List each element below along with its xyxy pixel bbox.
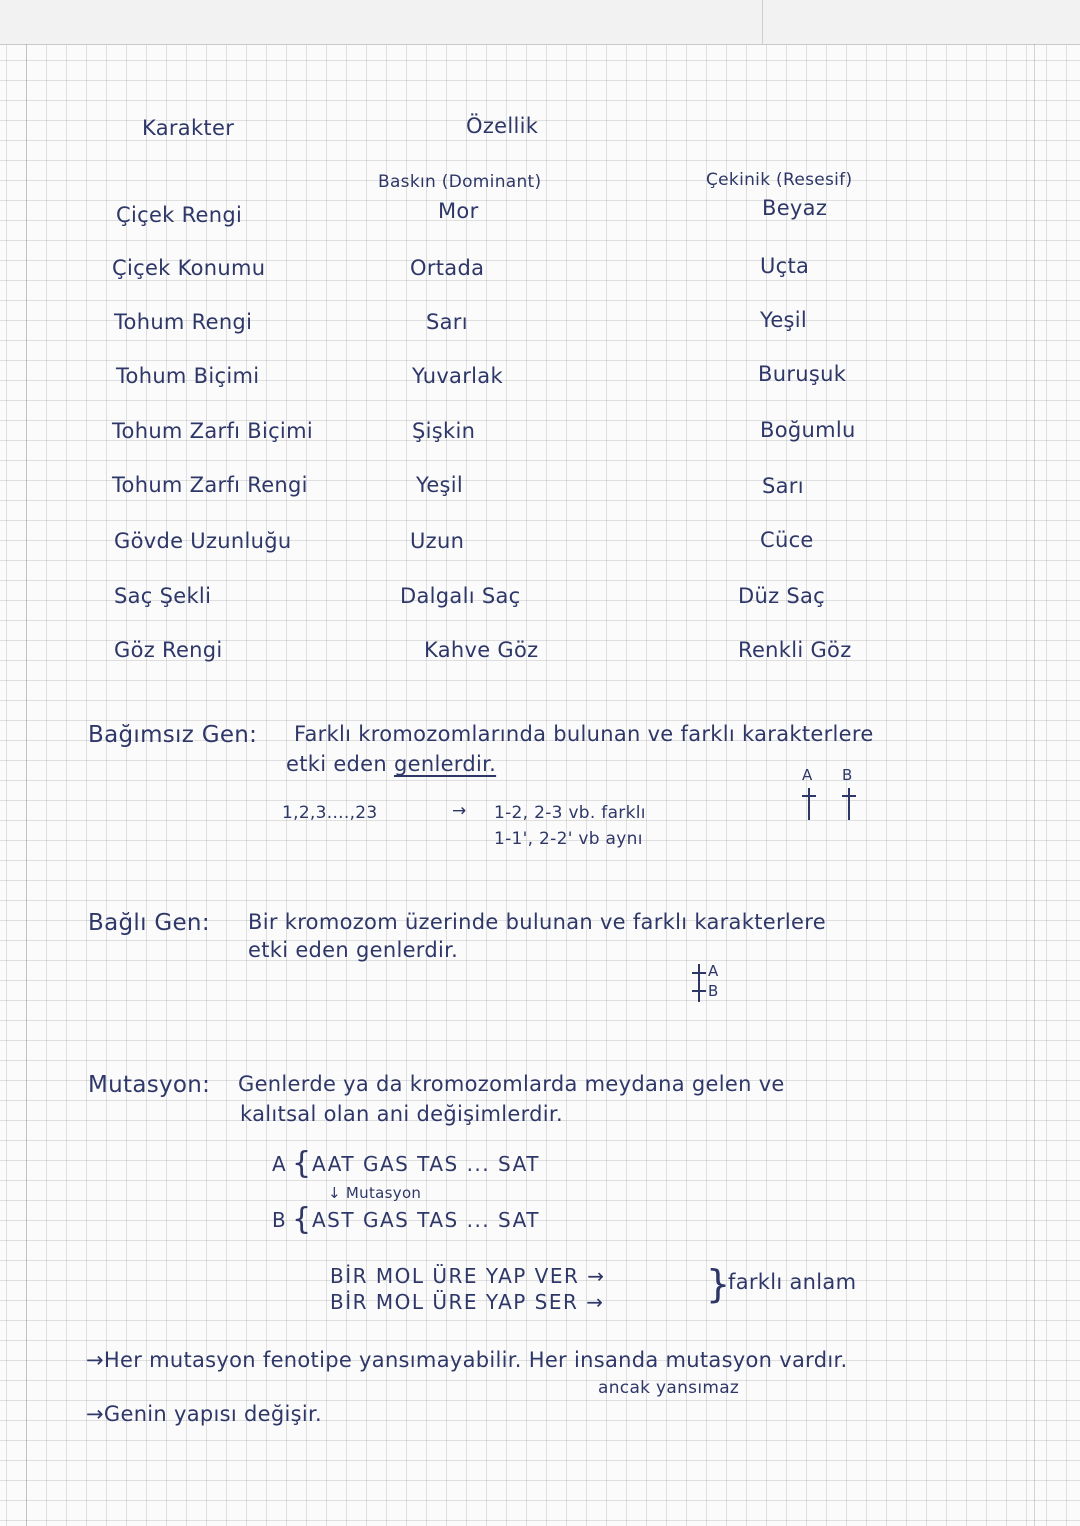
right-margin-line (1034, 44, 1035, 1526)
bagimsiz-same: 1-1', 2-2' vb aynı (494, 829, 643, 849)
top-band-divider (762, 0, 763, 44)
row-6-cekinik: Cüce (760, 528, 814, 552)
header-ozellik: Özellik (466, 114, 539, 138)
mutasyon-word1: BİR MOL ÜRE YAP VER → (330, 1264, 606, 1288)
note-2: →Genin yapısı değişir. (86, 1402, 323, 1426)
row-7-karakter: Saç Şekli (114, 584, 212, 608)
mutasyon-title: Mutasyon: (88, 1072, 211, 1098)
linked-gene-b-mark-icon (692, 990, 706, 992)
chromosome-b-icon (848, 788, 850, 820)
header-baskin: Baskın (Dominant) (378, 172, 542, 192)
header-karakter: Karakter (142, 116, 235, 140)
row-8-cekinik: Renkli Göz (738, 638, 852, 662)
row-0-karakter: Çiçek Rengi (116, 203, 243, 227)
brace-a-icon: { (292, 1146, 312, 1181)
page-top-band (0, 0, 1080, 45)
row-2-cekinik: Yeşil (760, 308, 808, 332)
row-3-baskin: Yuvarlak (412, 364, 503, 388)
row-5-karakter: Tohum Zarfı Rengi (112, 473, 308, 497)
row-8-baskin: Kahve Göz (424, 638, 539, 662)
bagimsiz-title: Bağımsız Gen: (88, 722, 258, 748)
mutasyon-line1: Genlerde ya da kromozomlarda meydana gelen ve (238, 1072, 785, 1096)
chromosome-a-mark-icon (802, 795, 816, 797)
row-3-cekinik: Buruşuk (758, 362, 847, 386)
row-0-cekinik: Beyaz (762, 196, 828, 220)
mutasyon-note: ↓ Mutasyon (328, 1184, 422, 1202)
mutasyon-word2: BİR MOL ÜRE YAP SER → (330, 1290, 605, 1314)
bagimsiz-line2-underlined: genlerdir. (393, 752, 497, 776)
row-7-cekinik: Düz Saç (738, 584, 826, 608)
bagli-title: Bağlı Gen: (88, 910, 210, 936)
linked-gene-a-mark-icon (692, 972, 706, 974)
bagli-gene-a-label: A (708, 962, 719, 980)
chromosome-b-mark-icon (842, 795, 856, 797)
bagimsiz-line1: Farklı kromozomlarında bulunan ve farklı karakterlere (294, 722, 874, 746)
header-cekinik: Çekinik (Resesif) (706, 170, 853, 190)
chromosome-a-icon (808, 788, 810, 820)
row-2-karakter: Tohum Rengi (114, 310, 253, 334)
row-4-cekinik: Boğumlu (760, 418, 856, 442)
row-0-baskin: Mor (438, 199, 479, 223)
bagimsiz-numbers: 1,2,3....,23 (282, 803, 378, 823)
row-1-cekinik: Uçta (760, 254, 810, 278)
brace-b-icon: { (292, 1202, 312, 1237)
row-1-karakter: Çiçek Konumu (112, 256, 266, 280)
note-1: →Her mutasyon fenotipe yansımayabilir. Her insanda mutasyon vardır. (86, 1348, 848, 1372)
row-3-karakter: Tohum Biçimi (116, 364, 260, 388)
row-5-baskin: Yeşil (416, 473, 464, 497)
row-5-cekinik: Sarı (762, 474, 804, 498)
mutasyon-b-label: B (272, 1208, 288, 1232)
bagimsiz-gene-a-label: A (802, 766, 813, 784)
row-8-karakter: Göz Rengi (114, 638, 223, 662)
row-4-karakter: Tohum Zarfı Biçimi (112, 419, 313, 443)
row-7-baskin: Dalgalı Saç (400, 584, 521, 608)
bagli-line1: Bir kromozom üzerinde bulunan ve farklı karakterlere (248, 910, 826, 934)
bagimsiz-diff: 1-2, 2-3 vb. farklı (494, 803, 646, 823)
mutasyon-line2: kalıtsal olan ani değişimlerdir. (240, 1102, 563, 1126)
row-2-baskin: Sarı (426, 310, 468, 334)
mutasyon-result: farklı anlam (728, 1270, 857, 1294)
bagimsiz-line2-text: etki eden (286, 752, 394, 776)
row-6-karakter: Gövde Uzunluğu (114, 529, 292, 553)
left-margin-line (26, 44, 27, 1526)
brace-result-icon: } (706, 1262, 731, 1306)
mutasyon-b-seq: AST GAS TAS ... SAT (312, 1208, 540, 1232)
bagli-line2: etki eden genlerdir. (248, 938, 459, 962)
linked-chromosome-icon (698, 964, 700, 1002)
row-4-baskin: Şişkin (412, 419, 476, 443)
bagli-gene-b-label: B (708, 982, 719, 1000)
mutasyon-a-seq: AAT GAS TAS ... SAT (312, 1152, 540, 1176)
row-1-baskin: Ortada (410, 256, 485, 280)
note-1-sub: ancak yansımaz (598, 1378, 740, 1398)
bagimsiz-gene-b-label: B (842, 766, 853, 784)
mutasyon-a-label: A (272, 1152, 288, 1176)
row-6-baskin: Uzun (410, 529, 465, 553)
bagimsiz-line2 (286, 752, 496, 776)
bagimsiz-arrow: → (452, 801, 467, 821)
